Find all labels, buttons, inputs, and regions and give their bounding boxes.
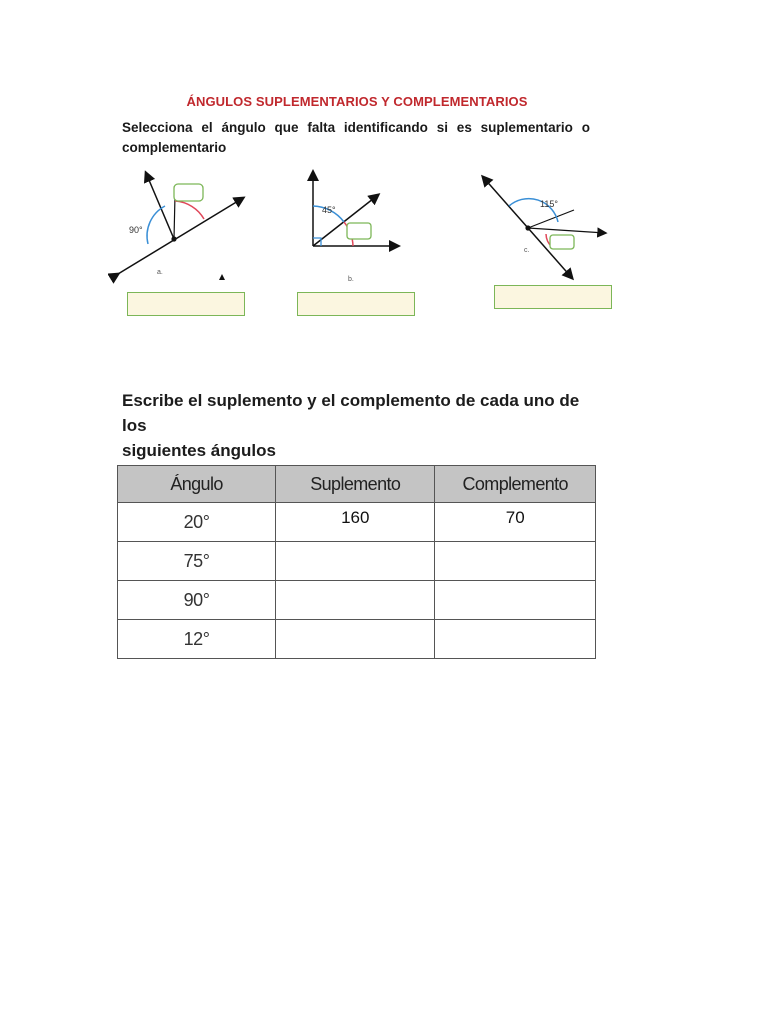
header-complemento: Complemento bbox=[435, 466, 596, 503]
angles-table bbox=[117, 465, 596, 659]
figure-a-ray-2 bbox=[174, 195, 175, 239]
figure-c-ray-up bbox=[483, 177, 528, 228]
figure-a-missing-angle-box bbox=[174, 184, 203, 201]
figure-a-given-angle: 90° bbox=[129, 225, 143, 235]
complemento-cell[interactable] bbox=[435, 542, 596, 581]
suplemento-cell[interactable] bbox=[276, 581, 435, 620]
exercise-2-instructions bbox=[122, 388, 602, 463]
figure-c-given-angle: 115° bbox=[540, 199, 558, 209]
figure-a-vertex bbox=[171, 236, 176, 241]
complemento-cell[interactable] bbox=[435, 581, 596, 620]
figure-c bbox=[478, 170, 613, 285]
figure-c-label: c. bbox=[524, 247, 530, 254]
angle-cell: 12° bbox=[118, 620, 276, 659]
figure-b bbox=[298, 162, 413, 287]
exercise-2-line-1: Escribe el suplemento y el complemento de cada uno de los bbox=[122, 391, 580, 435]
figure-a-small-triangle bbox=[219, 274, 225, 280]
exercise-2-line-2: siguientes ángulos bbox=[122, 441, 276, 460]
angle-cell: 75° bbox=[118, 542, 276, 581]
header-suplemento: Suplemento bbox=[276, 466, 435, 503]
figure-c-vertex bbox=[525, 225, 530, 230]
instructions-line-1: Selecciona el ángulo que falta identificando si es suplementario o bbox=[122, 120, 590, 135]
figure-a-base-line bbox=[118, 198, 243, 274]
table-row bbox=[118, 542, 596, 581]
figure-a bbox=[108, 165, 258, 285]
worksheet-title: ÁNGULOS SUPLEMENTARIOS Y COMPLEMENTARIOS bbox=[186, 94, 528, 109]
suplemento-cell[interactable] bbox=[276, 620, 435, 659]
table-header-row bbox=[118, 466, 596, 503]
figure-a-ray-1 bbox=[146, 173, 174, 239]
answer-box-a[interactable] bbox=[127, 292, 245, 316]
table-row bbox=[118, 581, 596, 620]
figure-a-label: a. bbox=[157, 269, 163, 276]
figure-b-label: b. bbox=[348, 276, 354, 283]
figure-c-ray-short bbox=[528, 210, 574, 228]
figure-c-missing-angle-box bbox=[550, 235, 574, 249]
instructions-line-2: complementario bbox=[122, 140, 227, 155]
complemento-cell[interactable] bbox=[435, 620, 596, 659]
answer-box-c[interactable] bbox=[494, 285, 612, 309]
figure-b-given-angle: 45° bbox=[322, 205, 336, 215]
figure-a-red-arc bbox=[175, 201, 204, 219]
angle-cell: 90° bbox=[118, 581, 276, 620]
figure-c-ray-right bbox=[528, 228, 605, 233]
table-row bbox=[118, 620, 596, 659]
header-angulo: Ángulo bbox=[118, 466, 276, 503]
complemento-cell[interactable]: 70 bbox=[435, 503, 596, 542]
suplemento-cell[interactable] bbox=[276, 542, 435, 581]
table-row bbox=[118, 503, 596, 542]
figure-b-missing-angle-box bbox=[347, 223, 371, 239]
angle-cell: 20° bbox=[118, 503, 276, 542]
suplemento-cell[interactable]: 160 bbox=[276, 503, 435, 542]
answer-box-b[interactable] bbox=[297, 292, 415, 316]
